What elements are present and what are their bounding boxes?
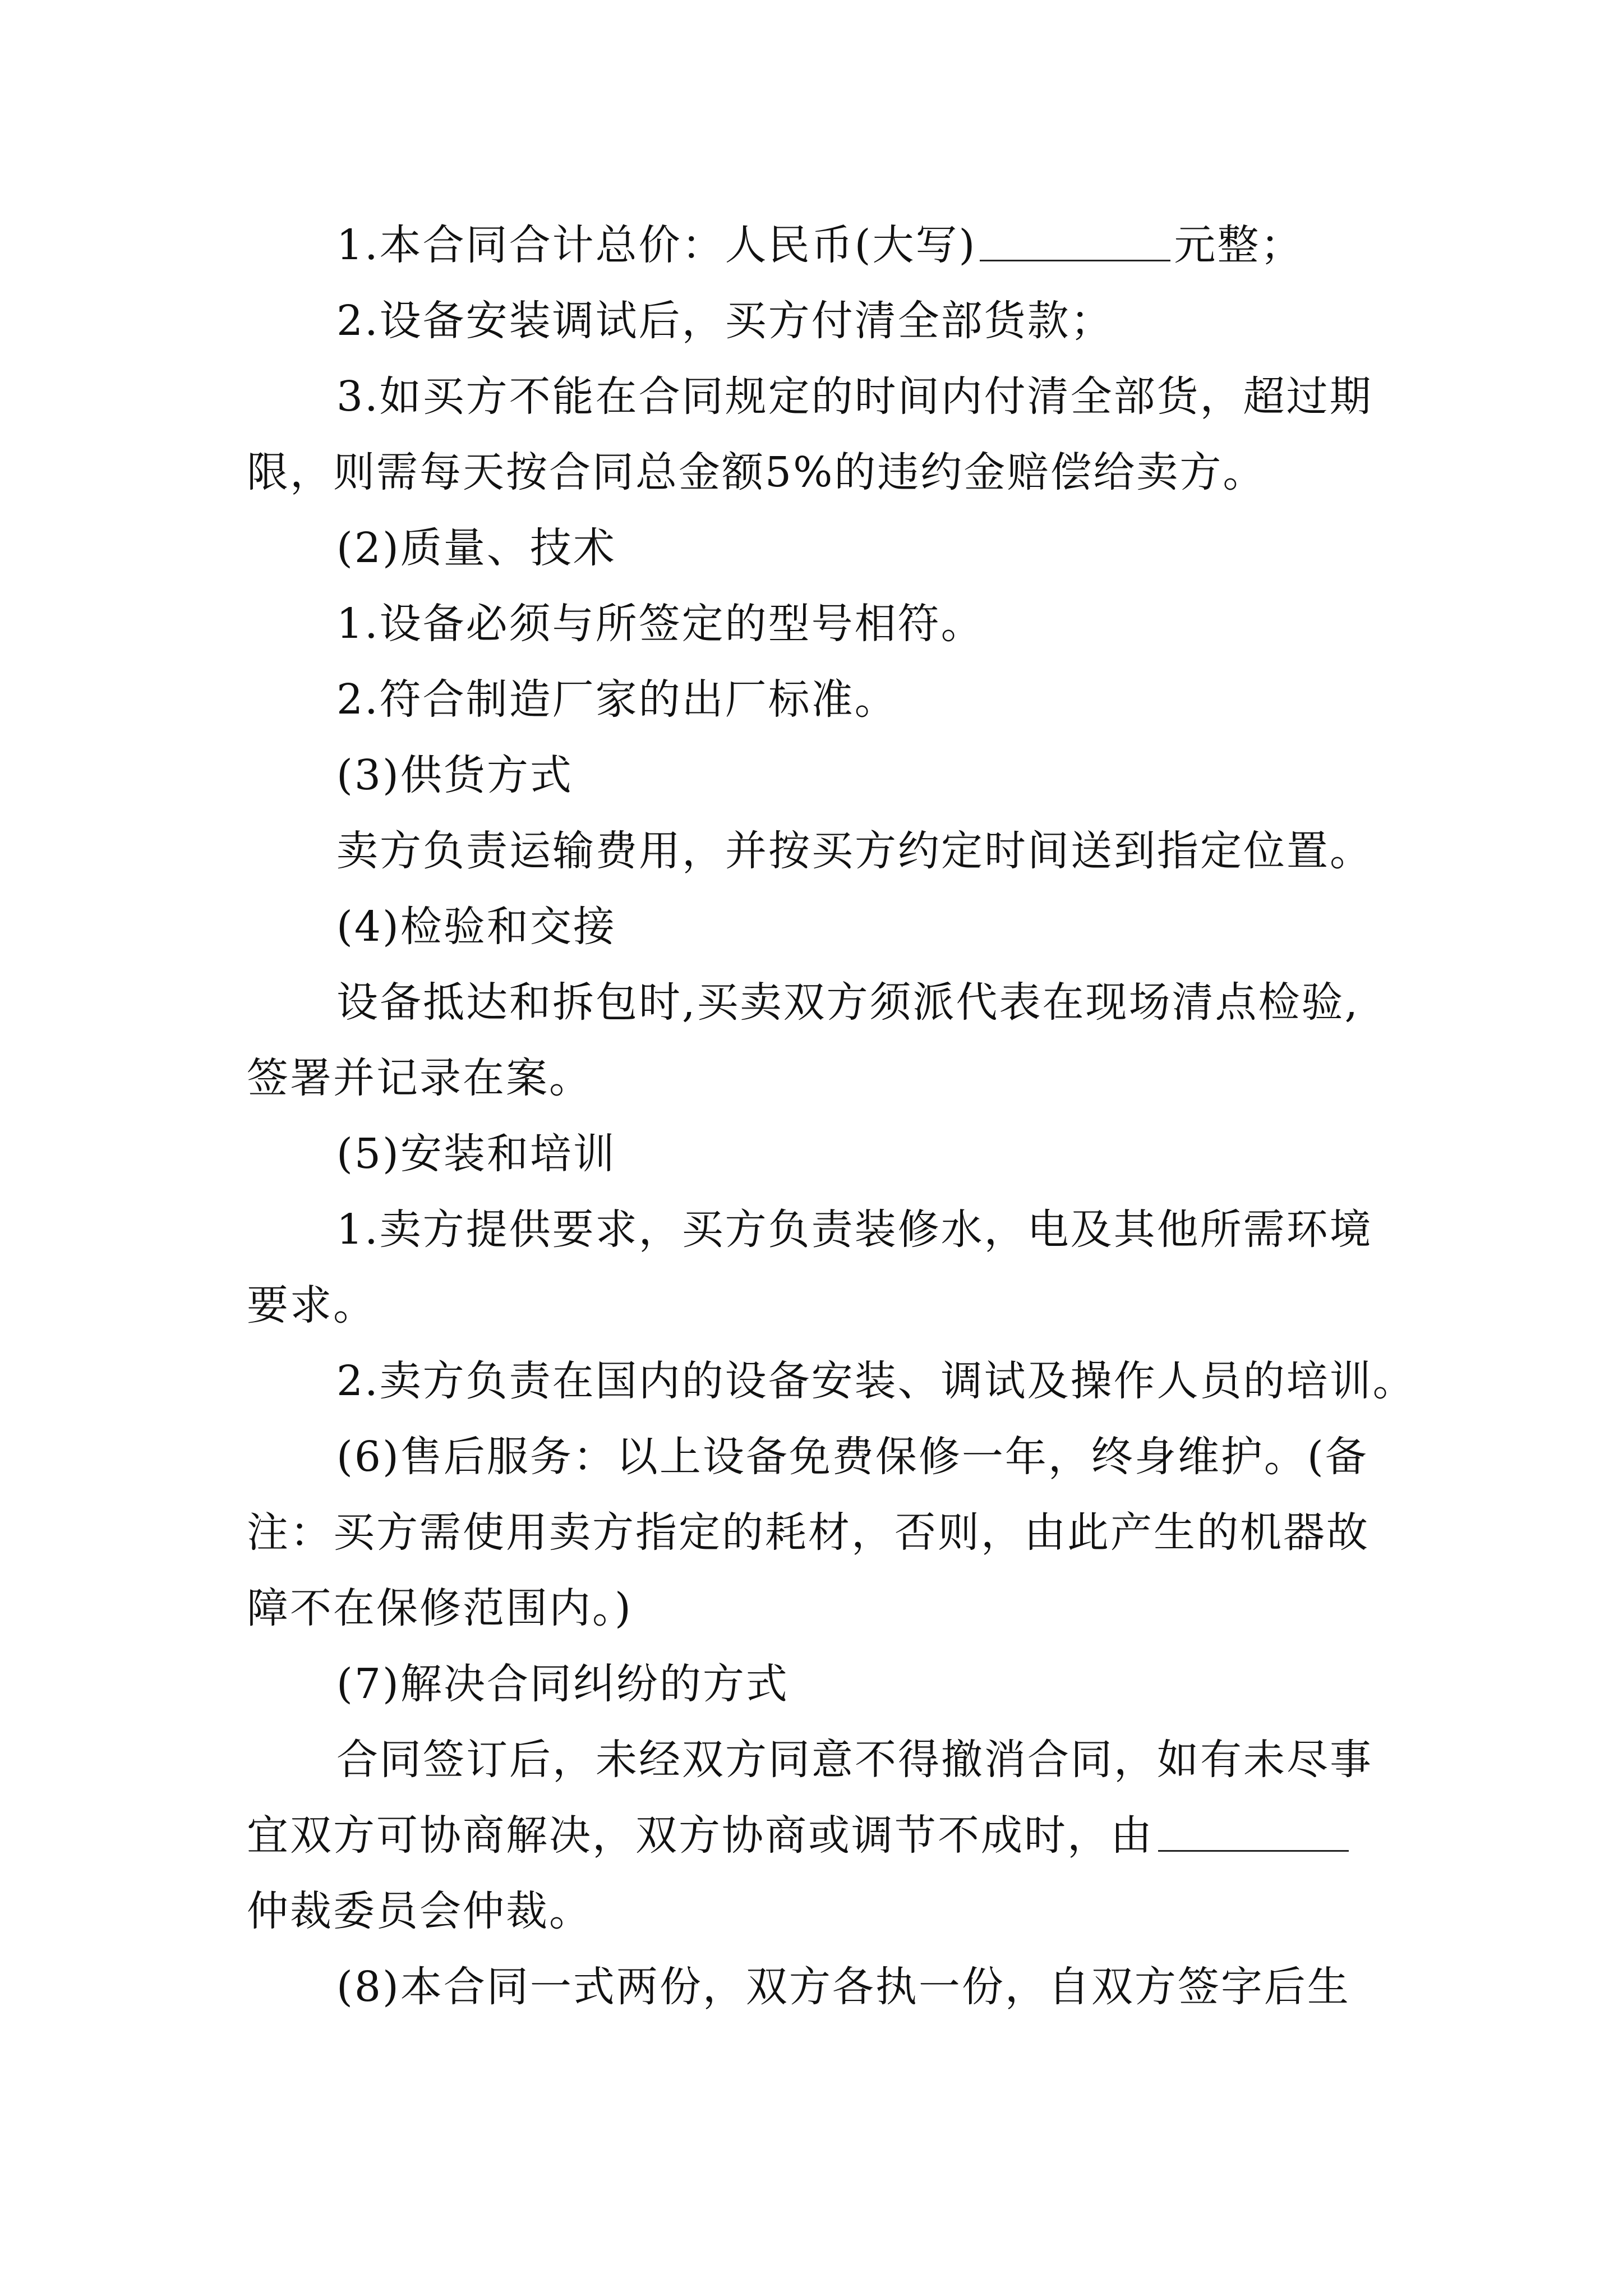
paragraph-line: 注：买方需使用卖方指定的耗材，否则，由此产生的机器故 [247,1508,1370,1557]
text-segment: 宜双方可协商解决，双方协商或调节不成时，由 [247,1811,1154,1860]
paragraph-line: 1.设备必须与所签定的型号相符。 [336,600,984,648]
section-heading: (3)供货方式 [336,751,573,799]
section-heading: (4)检验和交接 [336,903,616,951]
paragraph-line: 2.符合制造厂家的出厂标准。 [336,675,898,724]
paragraph-line: 合同签订后，未经双方同意不得撤消合同，如有未尽事 [336,1736,1373,1784]
paragraph-line: 要求。 [247,1281,376,1329]
section-heading: (2)质量、技术 [336,524,616,572]
paragraph-line: 设备抵达和拆包时,买卖双方须派代表在现场清点检验, [336,978,1360,1027]
paragraph-line: (6)售后服务：以上设备免费保修一年，终身维护。(备 [336,1433,1368,1481]
amount-blank [980,218,1170,261]
arbitration-blank [1158,1809,1349,1852]
paragraph-line: 签署并记录在案。 [247,1054,592,1102]
total-price-line [336,208,1475,283]
section-heading: (5)安装和培训 [336,1130,616,1178]
section-heading: (7)解决合同纠纷的方式 [336,1660,789,1708]
paragraph-line: 2.设备安装调试后，买方付清全部货款； [336,297,1114,345]
paragraph-line: 1.卖方提供要求，买方负责装修水，电及其他所需环境 [336,1205,1373,1254]
paragraph-line: (8)本合同一式两份，双方各执一份，自双方签字后生 [336,1963,1350,2011]
text-segment: 元整； [1174,221,1304,269]
paragraph-line: 仲裁委员会仲裁。 [247,1887,592,1935]
paragraph-line: 障不在保修范围内。) [247,1584,633,1632]
paragraph-line: 限，则需每天按合同总金额5%的违约金赔偿给卖方。 [247,448,1266,496]
paragraph-line: 3.如买方不能在合同规定的时间内付清全部货，超过期 [336,372,1373,421]
paragraph-line: 2.卖方负责在国内的设备安装、调试及操作人员的培训。 [336,1357,1416,1405]
paragraph-line: 卖方负责运输费用，并按买方约定时间送到指定位置。 [336,827,1373,875]
arbitration-line [247,1798,1385,1874]
text-segment: 1.本合同合计总价：人民币(大写) [336,221,977,269]
